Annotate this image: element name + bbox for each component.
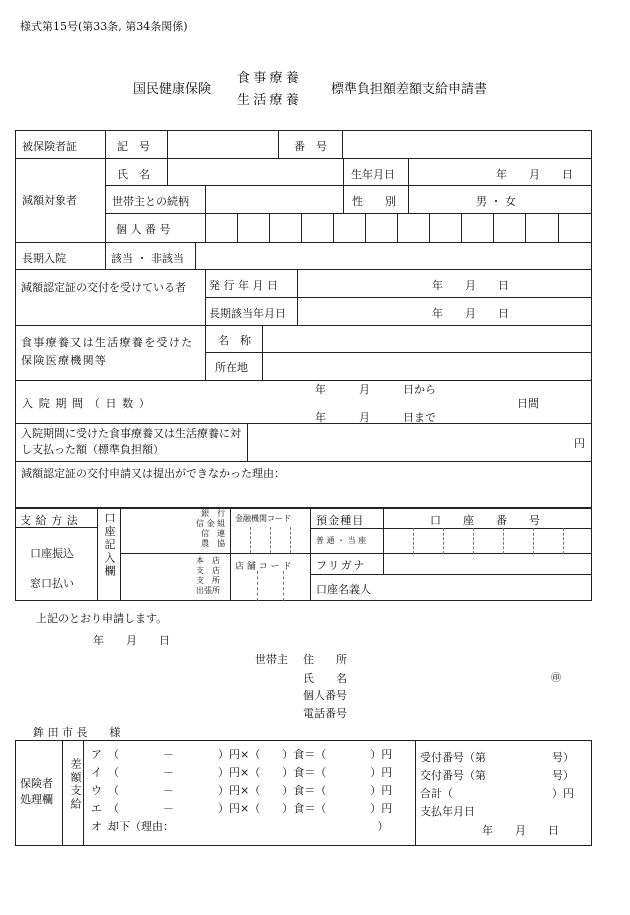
office-row-expression: （ － ）円×（ ）食＝（ ）円 <box>108 748 393 761</box>
number-label: 番 号 <box>294 140 327 153</box>
account-no-label: 口 座 番 号 <box>430 514 540 527</box>
bank-types: 銀 行 信 金 組 信 連 農 協 <box>196 509 226 548</box>
form-title: 標準負担額差額支給申請書 <box>331 82 488 97</box>
birthdate-value: 年 月 日 <box>496 168 573 181</box>
issue-no: 交付番号（第 号） <box>420 769 574 782</box>
relation-label: 世帯主との続柄 <box>112 195 189 208</box>
office-row-expression: （ － ）円×（ ）食＝（ ）円 <box>108 766 393 779</box>
target-label: 減額対象者 <box>22 194 77 207</box>
period-label: 入 院 期 間 （ 日 数 ） <box>22 397 151 410</box>
personal-no-label: 個 人 番 号 <box>116 223 171 236</box>
symbol-label: 記 号 <box>117 140 150 153</box>
type-life: 生活療養 <box>237 93 303 108</box>
deposit-type-value[interactable]: 普 通 ・ 当 座 <box>316 536 367 545</box>
deposit-type-label: 預金種目 <box>316 514 365 527</box>
period-from: 年 月 日から <box>315 383 436 396</box>
branch-types: 本 店 支 店 支 所 出張所 <box>196 556 220 595</box>
facility-label: 食事療養又は生活療養を受けた保険医療機関等 <box>21 336 194 367</box>
issue-date-label: 発 行 年 月 日 <box>209 279 278 292</box>
address-label: 住 所 <box>303 653 347 666</box>
long-date-value: 年 月 日 <box>432 307 509 320</box>
sex-label: 性 別 <box>352 195 396 208</box>
application-date: 年 月 日 <box>93 634 170 647</box>
issue-date-value: 年 月 日 <box>432 279 509 292</box>
period-days: 日間 <box>517 397 539 410</box>
office-row-key: イ <box>91 766 102 779</box>
method-label: 支 給 方 法 <box>20 514 79 527</box>
name-label: 氏 名 <box>117 168 150 181</box>
form-number: 様式第15号(第33条, 第34条関係) <box>20 20 188 33</box>
type-meal: 食事療養 <box>237 71 303 86</box>
transfer-option[interactable]: 口座振込 <box>30 547 74 560</box>
sex-value: 男 ・ 女 <box>476 195 516 208</box>
reason-label: 減額認定証の交付申請又は提出ができなかった理由： <box>21 467 285 480</box>
paid-yen: 円 <box>574 437 585 450</box>
pay-date-label: 支払年月日 <box>420 805 475 818</box>
long-stay-label: 長期入院 <box>22 252 66 265</box>
diff-label: 差額支給 <box>69 758 82 811</box>
paid-label: 入院期間に受けた食事療養又は生活療養に対し支払った額（標準負担額） <box>21 427 241 456</box>
office-row-expression: （ － ）円×（ ）食＝（ ）円 <box>108 784 393 797</box>
addressee: 鉾 田 市 長 様 <box>33 726 121 739</box>
bank-code-label: 金融機関コード <box>235 514 291 523</box>
receipt-no: 受付番号（第 号） <box>420 751 574 764</box>
holder-label: 口座名義人 <box>316 583 371 596</box>
furigana-label: フリガナ <box>316 559 367 572</box>
account-column-label: 口座記入欄 <box>103 512 116 578</box>
office-row-key: ア <box>91 748 102 761</box>
birthdate-label: 生年月日 <box>351 168 395 181</box>
householder-label: 世帯主 <box>255 653 288 666</box>
office-row-key: オ <box>91 820 102 833</box>
facility-addr-label: 所在地 <box>215 361 248 374</box>
branch-code-label: 店 舗 コ ー ド <box>235 562 292 572</box>
window-option[interactable]: 窓口払い <box>30 577 74 590</box>
facility-name-label: 名 称 <box>218 334 251 347</box>
seal-mark: ㊞ <box>551 673 561 684</box>
office-row-expression: 却下（理由： ） <box>108 820 389 833</box>
insured-card-label: 被保険者証 <box>22 140 77 153</box>
pay-date-value: 年 月 日 <box>482 824 559 837</box>
name-label-app: 氏 名 <box>303 672 347 685</box>
total-amount: 合計（ ）円 <box>420 787 574 800</box>
cert-holder-label: 減額認定証の交付を受けている者 <box>21 281 186 294</box>
applicable-value: 該当 ・ 非該当 <box>111 252 184 265</box>
office-row-key: ウ <box>91 784 102 797</box>
office-row-key: エ <box>91 802 102 815</box>
statement-text: 上記のとおり申請します。 <box>36 612 168 625</box>
insurance-name: 国民健康保険 <box>133 82 212 97</box>
long-date-label: 長期該当年月日 <box>209 307 286 320</box>
period-to: 年 月 日まで <box>315 411 436 424</box>
office-row-expression: （ － ）円×（ ）食＝（ ）円 <box>108 802 393 815</box>
phone-label: 電話番号 <box>303 707 347 720</box>
personal-no-label-app: 個人番号 <box>303 689 347 702</box>
office-section-label: 保険者処理欄 <box>20 777 53 806</box>
